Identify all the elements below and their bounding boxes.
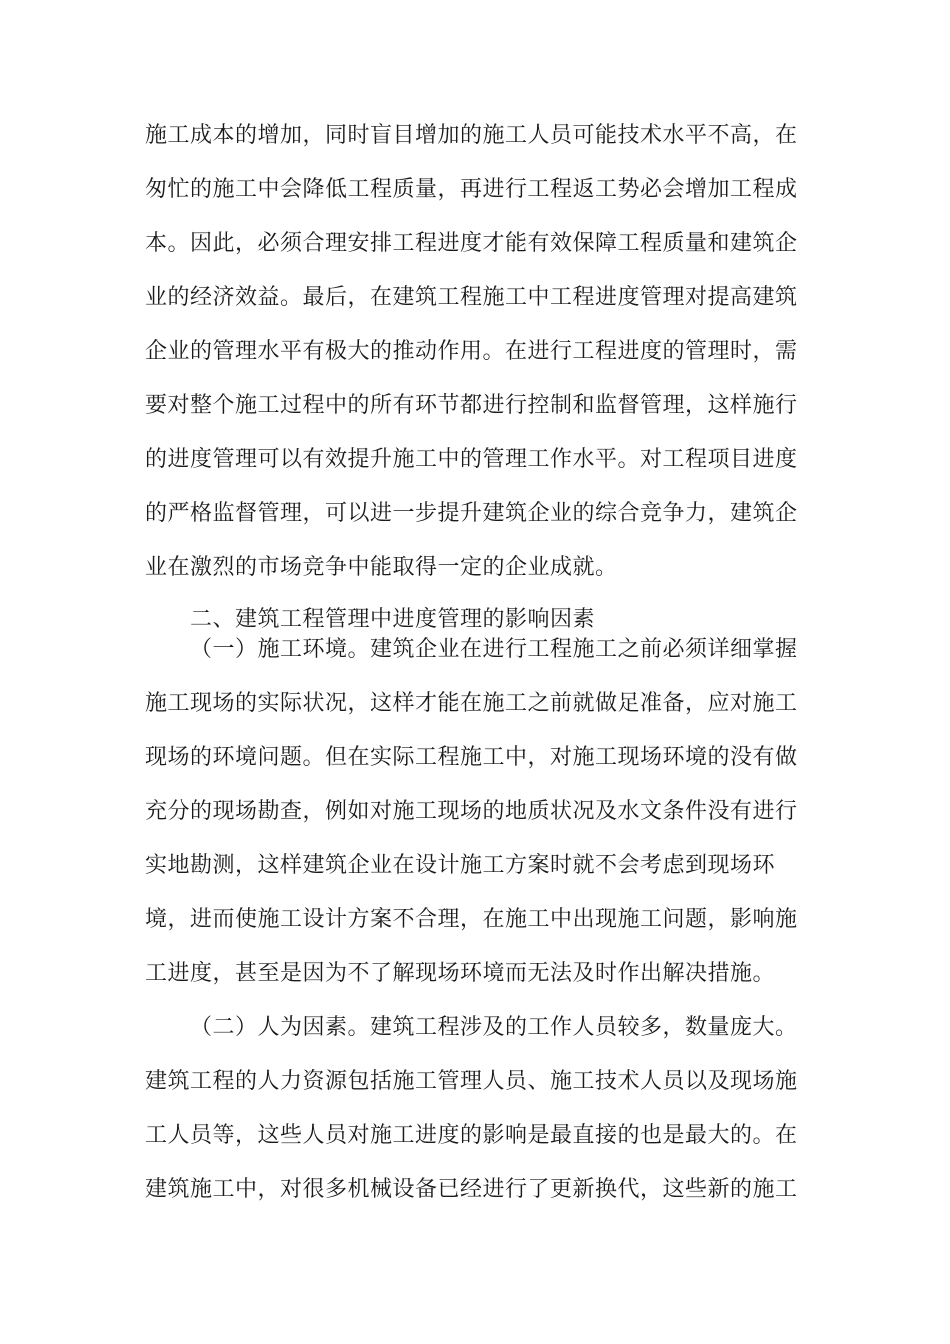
- body-text-line: 工人员等，这些人员对施工进度的影响是最直接的也是最大的。在: [145, 1123, 798, 1148]
- paragraph-first-line: （二）人为因素。建筑工程涉及的工作人员较多，数量庞大。: [190, 1015, 798, 1040]
- body-text-line: 工进度，甚至是因为不了解现场环境而无法及时作出解决措施。: [145, 961, 776, 986]
- body-text-line: 施工现场的实际状况，这样才能在施工之前就做足准备，应对施工: [145, 691, 798, 716]
- body-text-line: 实地勘测，这样建筑企业在设计施工方案时就不会考虑到现场环: [145, 853, 776, 878]
- body-text-line: 要对整个施工过程中的所有环节都进行控制和监督管理，这样施行: [145, 393, 798, 418]
- body-text-line: 施工成本的增加，同时盲目增加的施工人员可能技术水平不高，在: [145, 123, 798, 148]
- paragraph-first-line: （一）施工环境。建筑企业在进行工程施工之前必须详细掌握: [190, 637, 798, 662]
- body-text-line: 现场的环境问题。但在实际工程施工中，对施工现场环境的没有做: [145, 745, 798, 770]
- body-text-line: 企业的管理水平有极大的推动作用。在进行工程进度的管理时，需: [145, 339, 798, 364]
- body-text-line: 匆忙的施工中会降低工程质量，再进行工程返工势必会增加工程成: [145, 177, 798, 202]
- section-heading: 二、建筑工程管理中进度管理的影响因素: [190, 607, 596, 632]
- body-text-line: 的严格监督管理，可以进一步提升建筑企业的综合竞争力，建筑企: [145, 501, 798, 526]
- body-text-line: 业的经济效益。最后，在建筑工程施工中工程进度管理对提高建筑: [145, 285, 798, 310]
- body-text-line: 业在激烈的市场竞争中能取得一定的企业成就。: [145, 555, 618, 580]
- body-text-line: 境，进而使施工设计方案不合理，在施工中出现施工问题，影响施: [145, 907, 798, 932]
- body-text-line: 建筑施工中，对很多机械设备已经进行了更新换代，这些新的施工: [145, 1177, 798, 1202]
- body-text-line: 本。因此，必须合理安排工程进度才能有效保障工程质量和建筑企: [145, 231, 798, 256]
- body-text-line: 充分的现场勘查，例如对施工现场的地质状况及水文条件没有进行: [145, 799, 798, 824]
- body-text-line: 建筑工程的人力资源包括施工管理人员、施工技术人员以及现场施: [145, 1069, 798, 1094]
- body-text-line: 的进度管理可以有效提升施工中的管理工作水平。对工程项目进度: [145, 447, 798, 472]
